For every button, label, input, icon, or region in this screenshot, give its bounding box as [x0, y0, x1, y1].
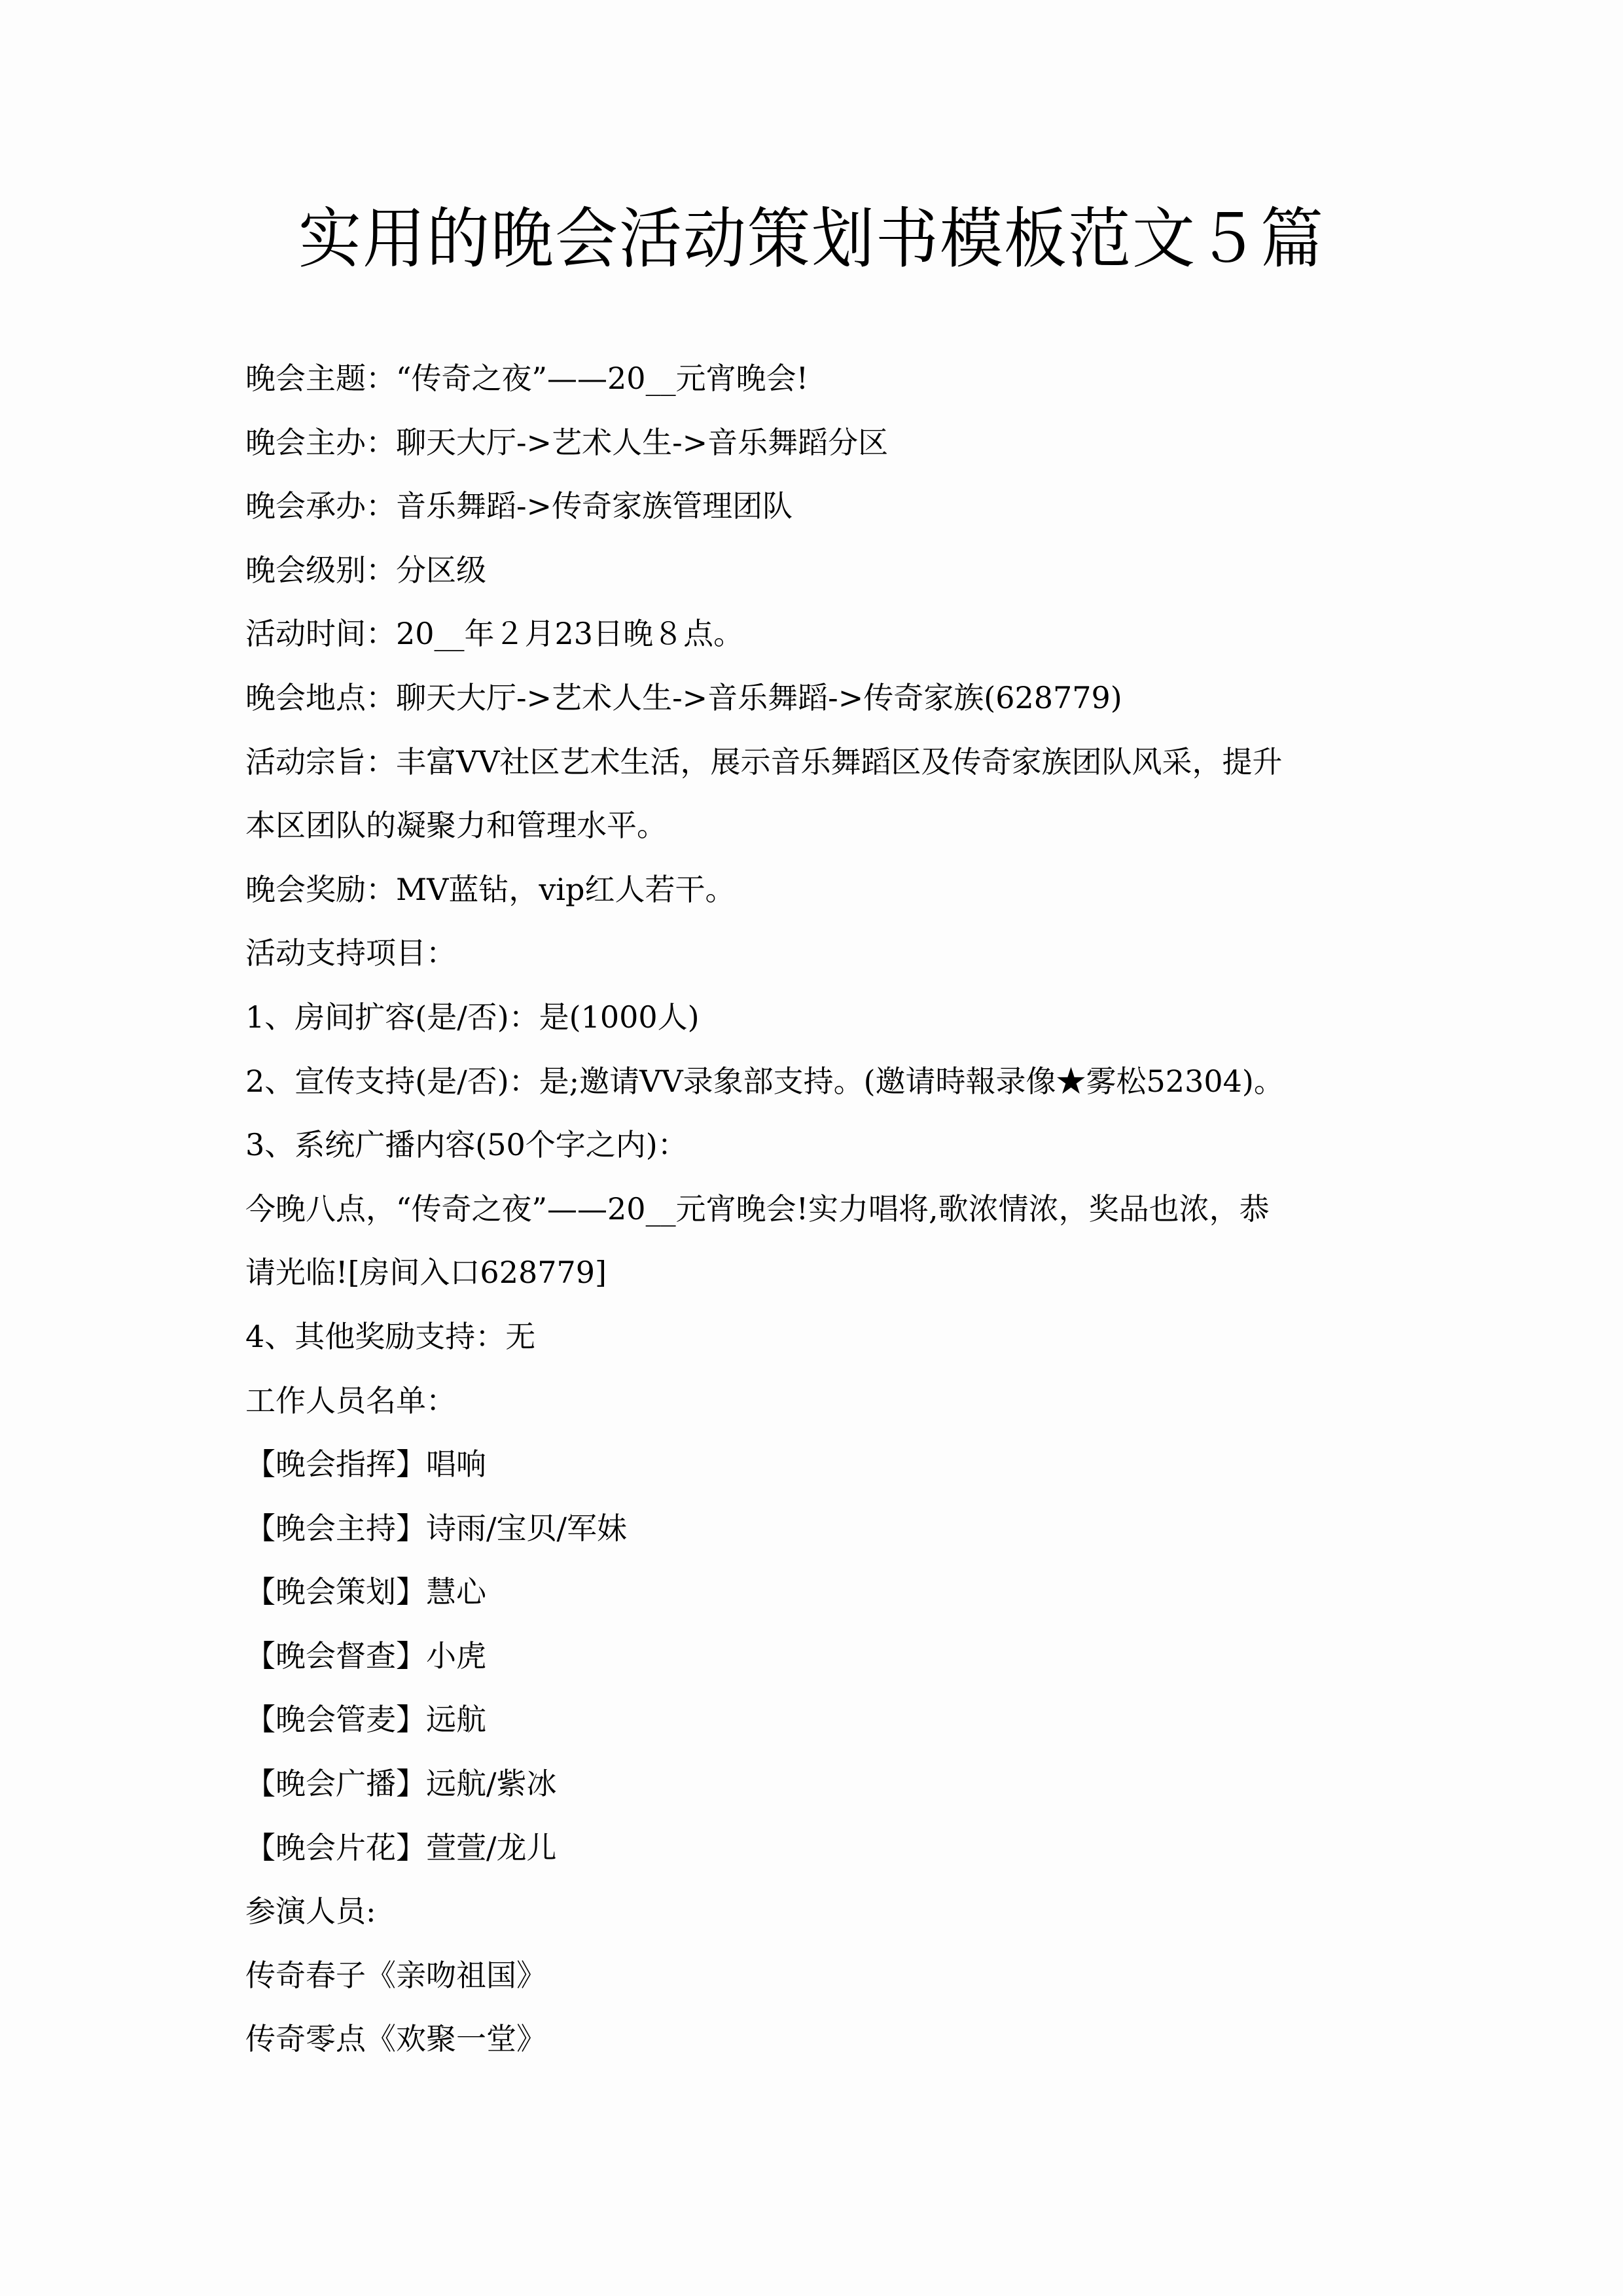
support-item-3: 3、系统广播内容(50个字之内)： — [245, 1127, 688, 1163]
organizer-line: 晚会承办：音乐舞蹈->传奇家族管理团队 — [245, 488, 793, 524]
broadcast-text: 今晚八点，“传奇之夜”——20__元宵晚会!实力唱将,歌浓情浓，奖品也浓，恭 — [245, 1191, 1270, 1227]
broadcast-text-continued: 请光临![房间入口628779] — [245, 1255, 607, 1291]
document-title: 实用的晚会活动策划书模板范文５篇 — [298, 200, 1325, 278]
staff-item: 【晚会督查】小虎 — [245, 1638, 486, 1674]
document-body — [245, 347, 1410, 2072]
host-line: 晚会主办：聊天大厅->艺术人生->音乐舞蹈分区 — [245, 424, 889, 460]
purpose-line-continued: 本区团队的凝聚力和管理水平。 — [245, 808, 667, 844]
performers-heading: 参演人员: — [245, 1893, 376, 1929]
staff-item: 【晚会指挥】唱响 — [245, 1446, 486, 1482]
theme-line: 晚会主题：“传奇之夜”——20__元宵晚会! — [245, 361, 809, 396]
time-line: 活动时间：20__年２月23日晚８点。 — [245, 616, 744, 652]
reward-line: 晚会奖励：MV蓝钻，vip红人若干。 — [245, 871, 736, 907]
support-item-4: 4、其他奖励支持：无 — [245, 1318, 536, 1354]
staff-item: 【晚会主持】诗雨/宝贝/军妹 — [245, 1510, 627, 1546]
purpose-line: 活动宗旨：丰富VV社区艺术生活，展示音乐舞蹈区及传奇家族团队风采，提升 — [245, 744, 1283, 780]
staff-item: 【晚会广播】远航/紫冰 — [245, 1766, 557, 1802]
staff-item: 【晚会策划】慧心 — [245, 1574, 486, 1610]
staff-item: 【晚会片花】萱萱/龙儿 — [245, 1829, 557, 1865]
support-item-1: 1、房间扩容(是/否)：是(1000人) — [245, 999, 700, 1035]
staff-item: 【晚会管麦】远航 — [245, 1702, 486, 1738]
performer-item: 传奇春子《亲吻祖国》 — [245, 1957, 546, 1993]
staff-heading: 工作人员名单： — [245, 1382, 456, 1418]
performer-item: 传奇零点《欢聚一堂》 — [245, 2021, 546, 2057]
level-line: 晚会级别：分区级 — [245, 552, 486, 588]
support-item-2: 2、宣传支持(是/否)：是;邀请VV录象部支持。(邀请時報录像★雾松52304)。 — [245, 1063, 1284, 1099]
location-line: 晚会地点：聊天大厅->艺术人生->音乐舞蹈->传奇家族(628779) — [245, 679, 1122, 715]
support-heading: 活动支持项目： — [245, 935, 456, 971]
